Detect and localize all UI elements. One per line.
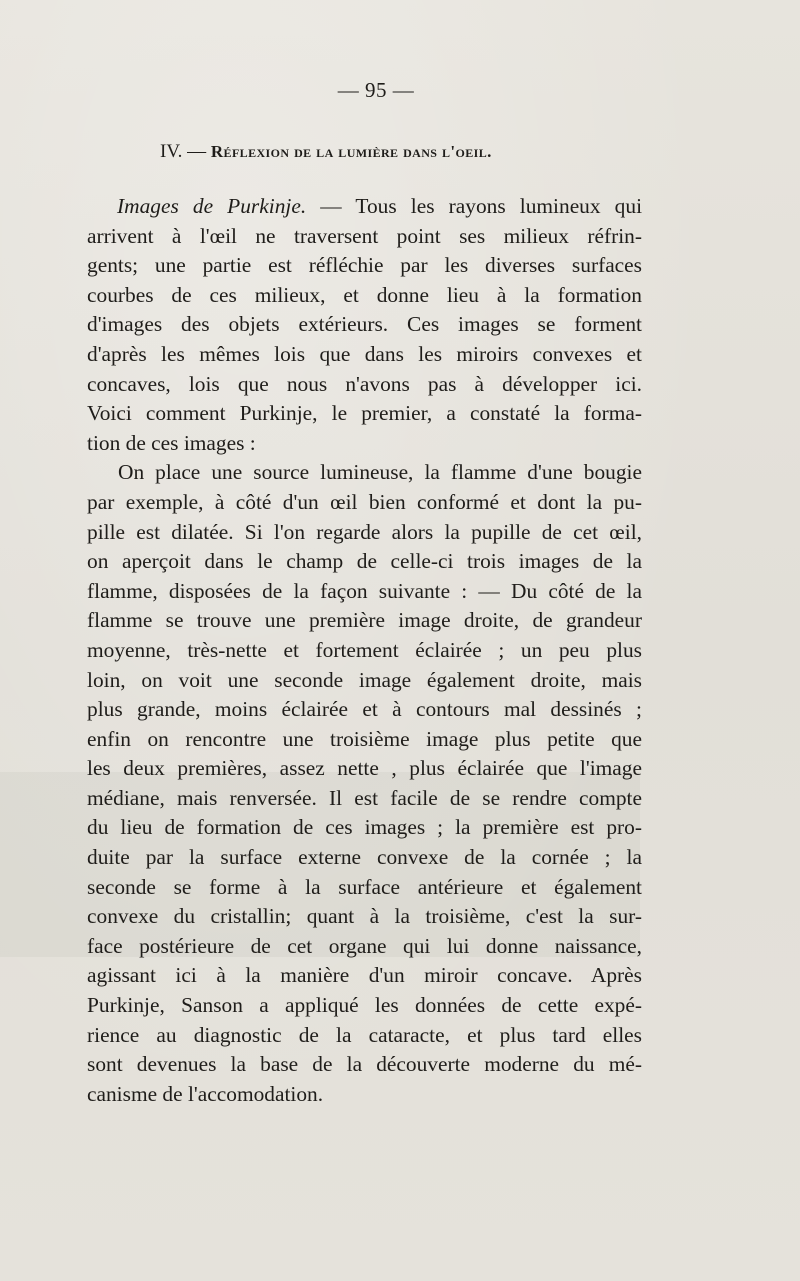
text-line: par exemple, à côté d'un œil bien conformé et dont la pu- xyxy=(87,489,642,514)
section-title: Réflexion de la lumière dans l'oeil. xyxy=(210,142,492,161)
text-line: flamme se trouve une première image droite, de grandeur xyxy=(87,608,642,633)
page-number: — 95 — xyxy=(337,78,415,102)
text-line: médiane, mais renversée. Il est facile de se rendre compte xyxy=(87,785,642,810)
text-line: On place une source lumineuse, la flamme d'une bougie xyxy=(118,460,642,485)
text-line: loin, on voit une seconde image également droite, mais xyxy=(87,667,642,692)
text-line: sont devenues la base de la découverte moderne du mé- xyxy=(87,1052,642,1077)
text-line: courbes de ces milieux, et donne lieu à la formation xyxy=(87,282,642,307)
text-line: seconde se forme à la surface antérieure et également xyxy=(87,874,642,899)
text-line: on aperçoit dans le champ de celle-ci trois images de la xyxy=(87,549,642,574)
text-line: face postérieure de cet organe qui lui donne naissance, xyxy=(87,933,642,958)
text-line: enfin on rencontre une troisième image plus petite que xyxy=(87,726,642,751)
text-line: Voici comment Purkinje, le premier, a constaté la forma- xyxy=(87,401,642,426)
text-line: tion de ces images : xyxy=(87,430,256,455)
text-line: convexe du cristallin; quant à la troisième, c'est la sur- xyxy=(87,904,642,929)
text-line: les deux premières, assez nette , plus éclairée que l'image xyxy=(87,756,642,781)
text-line: duite par la surface externe convexe de la cornée ; la xyxy=(87,845,642,870)
text-line: du lieu de formation de ces images ; la première est pro- xyxy=(87,815,642,840)
text-line: arrivent à l'œil ne traversent point ses milieux réfrin- xyxy=(87,223,642,248)
text-line: canisme de l'accomodation. xyxy=(87,1081,324,1106)
text-line: agissant ici à la manière d'un miroir concave. Après xyxy=(87,963,642,988)
text-line: d'après les mêmes lois que dans les miroirs convexes et xyxy=(87,341,642,366)
text-line xyxy=(87,192,642,222)
text-line: concaves, lois que nous n'avons pas à développer ici. xyxy=(87,371,642,396)
line-text: — Tous les rayons lumineux qui xyxy=(320,194,643,218)
text-line: rience au diagnostic de la cataracte, et plus tard elles xyxy=(87,1022,642,1047)
text-line: flamme, disposées de la façon suivante : — Du côté de la xyxy=(87,578,642,603)
text-line: moyenne, très-nette et fortement éclairée ; un peu plus xyxy=(87,637,642,662)
text-line: pille est dilatée. Si l'on regarde alors la pupille de cet œil, xyxy=(87,519,642,544)
text-line: Purkinje, Sanson a appliqué les données de cette expé- xyxy=(87,993,642,1018)
text-line: gents; une partie est réfléchie par les diverses surfaces xyxy=(87,253,642,278)
text-line: d'images des objets extérieurs. Ces images se forment xyxy=(87,312,642,337)
section-numeral: IV. — xyxy=(160,141,207,162)
text-line: plus grande, moins éclairée et à contours mal dessinés ; xyxy=(87,697,642,722)
section-heading xyxy=(160,141,600,163)
subheading: Images de Purkinje. xyxy=(117,194,307,218)
body-text xyxy=(87,192,642,1109)
